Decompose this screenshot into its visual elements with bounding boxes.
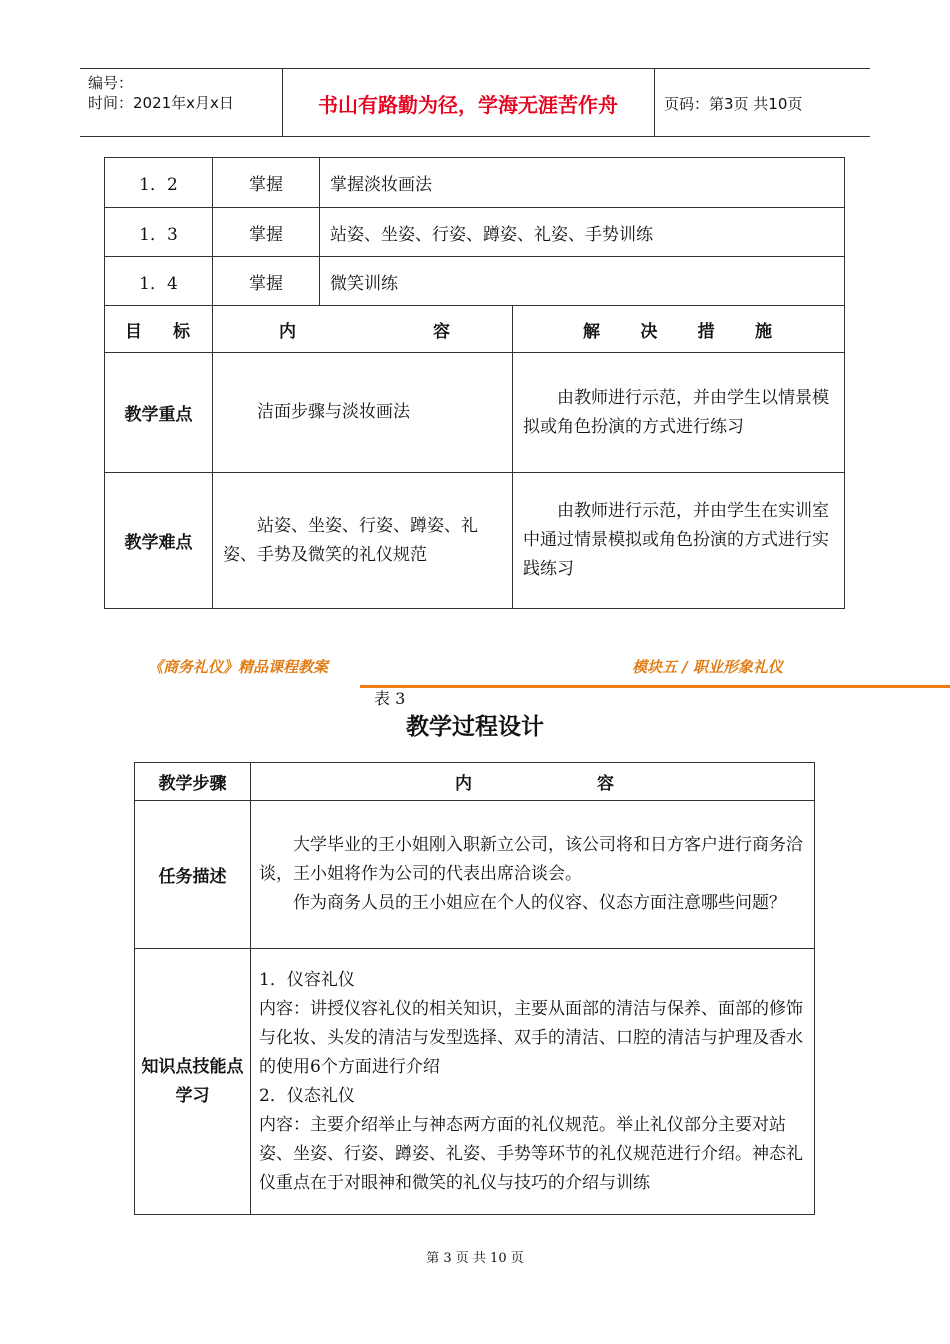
table-row: [135, 801, 815, 949]
task-description: [251, 801, 815, 949]
objective-desc: 掌握淡妆画法: [320, 158, 845, 208]
header-char: 内: [455, 774, 472, 794]
document-header: [80, 68, 870, 137]
row-label: 任务描述: [135, 801, 251, 949]
module-title: 模块五 / 职业形象礼仪: [632, 658, 783, 676]
number-label: 编号：: [88, 74, 134, 92]
row-solution: [513, 353, 845, 473]
row-label: 教学难点: [105, 473, 213, 609]
task-paragraph: 作为商务人员的王小姐应在个人的仪容、仪态方面注意哪些问题？: [293, 893, 786, 913]
table-row: [105, 208, 845, 257]
task-paragraph: 大学毕业的王小姐刚入职新立公司，该公司将和日方客户进行商务洽谈，王小姐将作为公司的代表出席洽谈会。: [259, 835, 803, 884]
course-title: 《商务礼仪》精品课程教案: [148, 658, 329, 676]
focus-table: [104, 305, 845, 609]
objective-desc: 站姿、坐姿、行姿、蹲姿、礼姿、手势训练: [320, 208, 845, 257]
knowledge-content: [251, 949, 815, 1215]
header-char: 决: [640, 321, 658, 342]
table-row: [105, 257, 845, 306]
objective-level: 掌握: [213, 208, 320, 257]
band-rule: [360, 685, 950, 688]
header-char: 措: [697, 321, 715, 342]
objective-level: 掌握: [213, 257, 320, 306]
header-char: 解: [583, 321, 600, 342]
table-row: [105, 473, 845, 609]
row-label: 教学重点: [105, 353, 213, 473]
header-page-info: 页码：第3页 共10页: [664, 95, 803, 113]
solution-text: 由教师进行示范，并由学生在实训室中通过情景模拟或角色扮演的方式进行实践练习: [523, 501, 829, 579]
knowledge-item: 内容：讲授仪容礼仪的相关知识，主要从面部的清洁与保养、面部的修饰与化妆、头发的清洁与发型选择、双手的清洁、口腔的清洁与护理及香水的使用6个方面进行介绍: [259, 998, 803, 1077]
knowledge-item: 2．仪态礼仪: [259, 1085, 355, 1106]
header-solution: [513, 306, 845, 353]
header-char: 目: [125, 321, 142, 342]
table-row: [135, 949, 815, 1215]
objective-number: 1．2: [105, 158, 213, 208]
table-row: [105, 158, 845, 208]
process-table: [134, 762, 815, 1215]
content-text: 洁面步骤与淡妆画法: [257, 402, 410, 422]
knowledge-item: 内容：主要介绍举止与神态两方面的礼仪规范。举止礼仪部分主要对站姿、坐姿、行姿、蹲姿、礼姿、手势等环节的礼仪规范进行介绍。神态礼仪重点在于对眼神和微笑的礼仪与技巧的介绍与训练: [259, 1114, 803, 1193]
header-char: 标: [173, 321, 190, 342]
knowledge-item: 1．仪容礼仪: [259, 969, 355, 990]
objective-level: 掌握: [213, 158, 320, 208]
table-title: 教学过程设计: [406, 714, 544, 740]
page-footer: 第 3 页 共 10 页: [426, 1251, 524, 1266]
header-content: [213, 306, 513, 353]
solution-text: 由教师进行示范，并由学生以情景模拟或角色扮演的方式进行练习: [523, 387, 829, 437]
table-label: 表 3: [374, 689, 406, 708]
header-content: [251, 763, 815, 801]
row-content: [213, 473, 513, 609]
header-char: 容: [597, 774, 614, 794]
table-header-row: [135, 763, 815, 801]
objectives-table: [104, 157, 845, 306]
header-motto: 书山有路勤为径，学海无涯苦作舟: [318, 93, 618, 117]
objective-number: 1．4: [105, 257, 213, 306]
table-row: [105, 353, 845, 473]
content-text: 站姿、坐姿、行姿、蹲姿、礼姿、手势及微笑的礼仪规范: [223, 515, 478, 565]
header-meta: [88, 73, 234, 113]
date-label: 时间：2021年x月x日: [88, 94, 234, 112]
table-header-row: [105, 306, 845, 353]
row-content: [213, 353, 513, 473]
objective-number: 1．3: [105, 208, 213, 257]
row-solution: [513, 473, 845, 609]
row-label: 知识点技能点学习: [135, 949, 251, 1215]
header-char: 内: [279, 321, 296, 342]
objective-desc: 微笑训练: [320, 257, 845, 306]
header-step: 教学步骤: [135, 763, 251, 801]
header-char: 施: [754, 321, 772, 342]
header-divider: [654, 69, 655, 136]
header-char: 容: [433, 321, 450, 342]
header-target: [105, 306, 213, 353]
